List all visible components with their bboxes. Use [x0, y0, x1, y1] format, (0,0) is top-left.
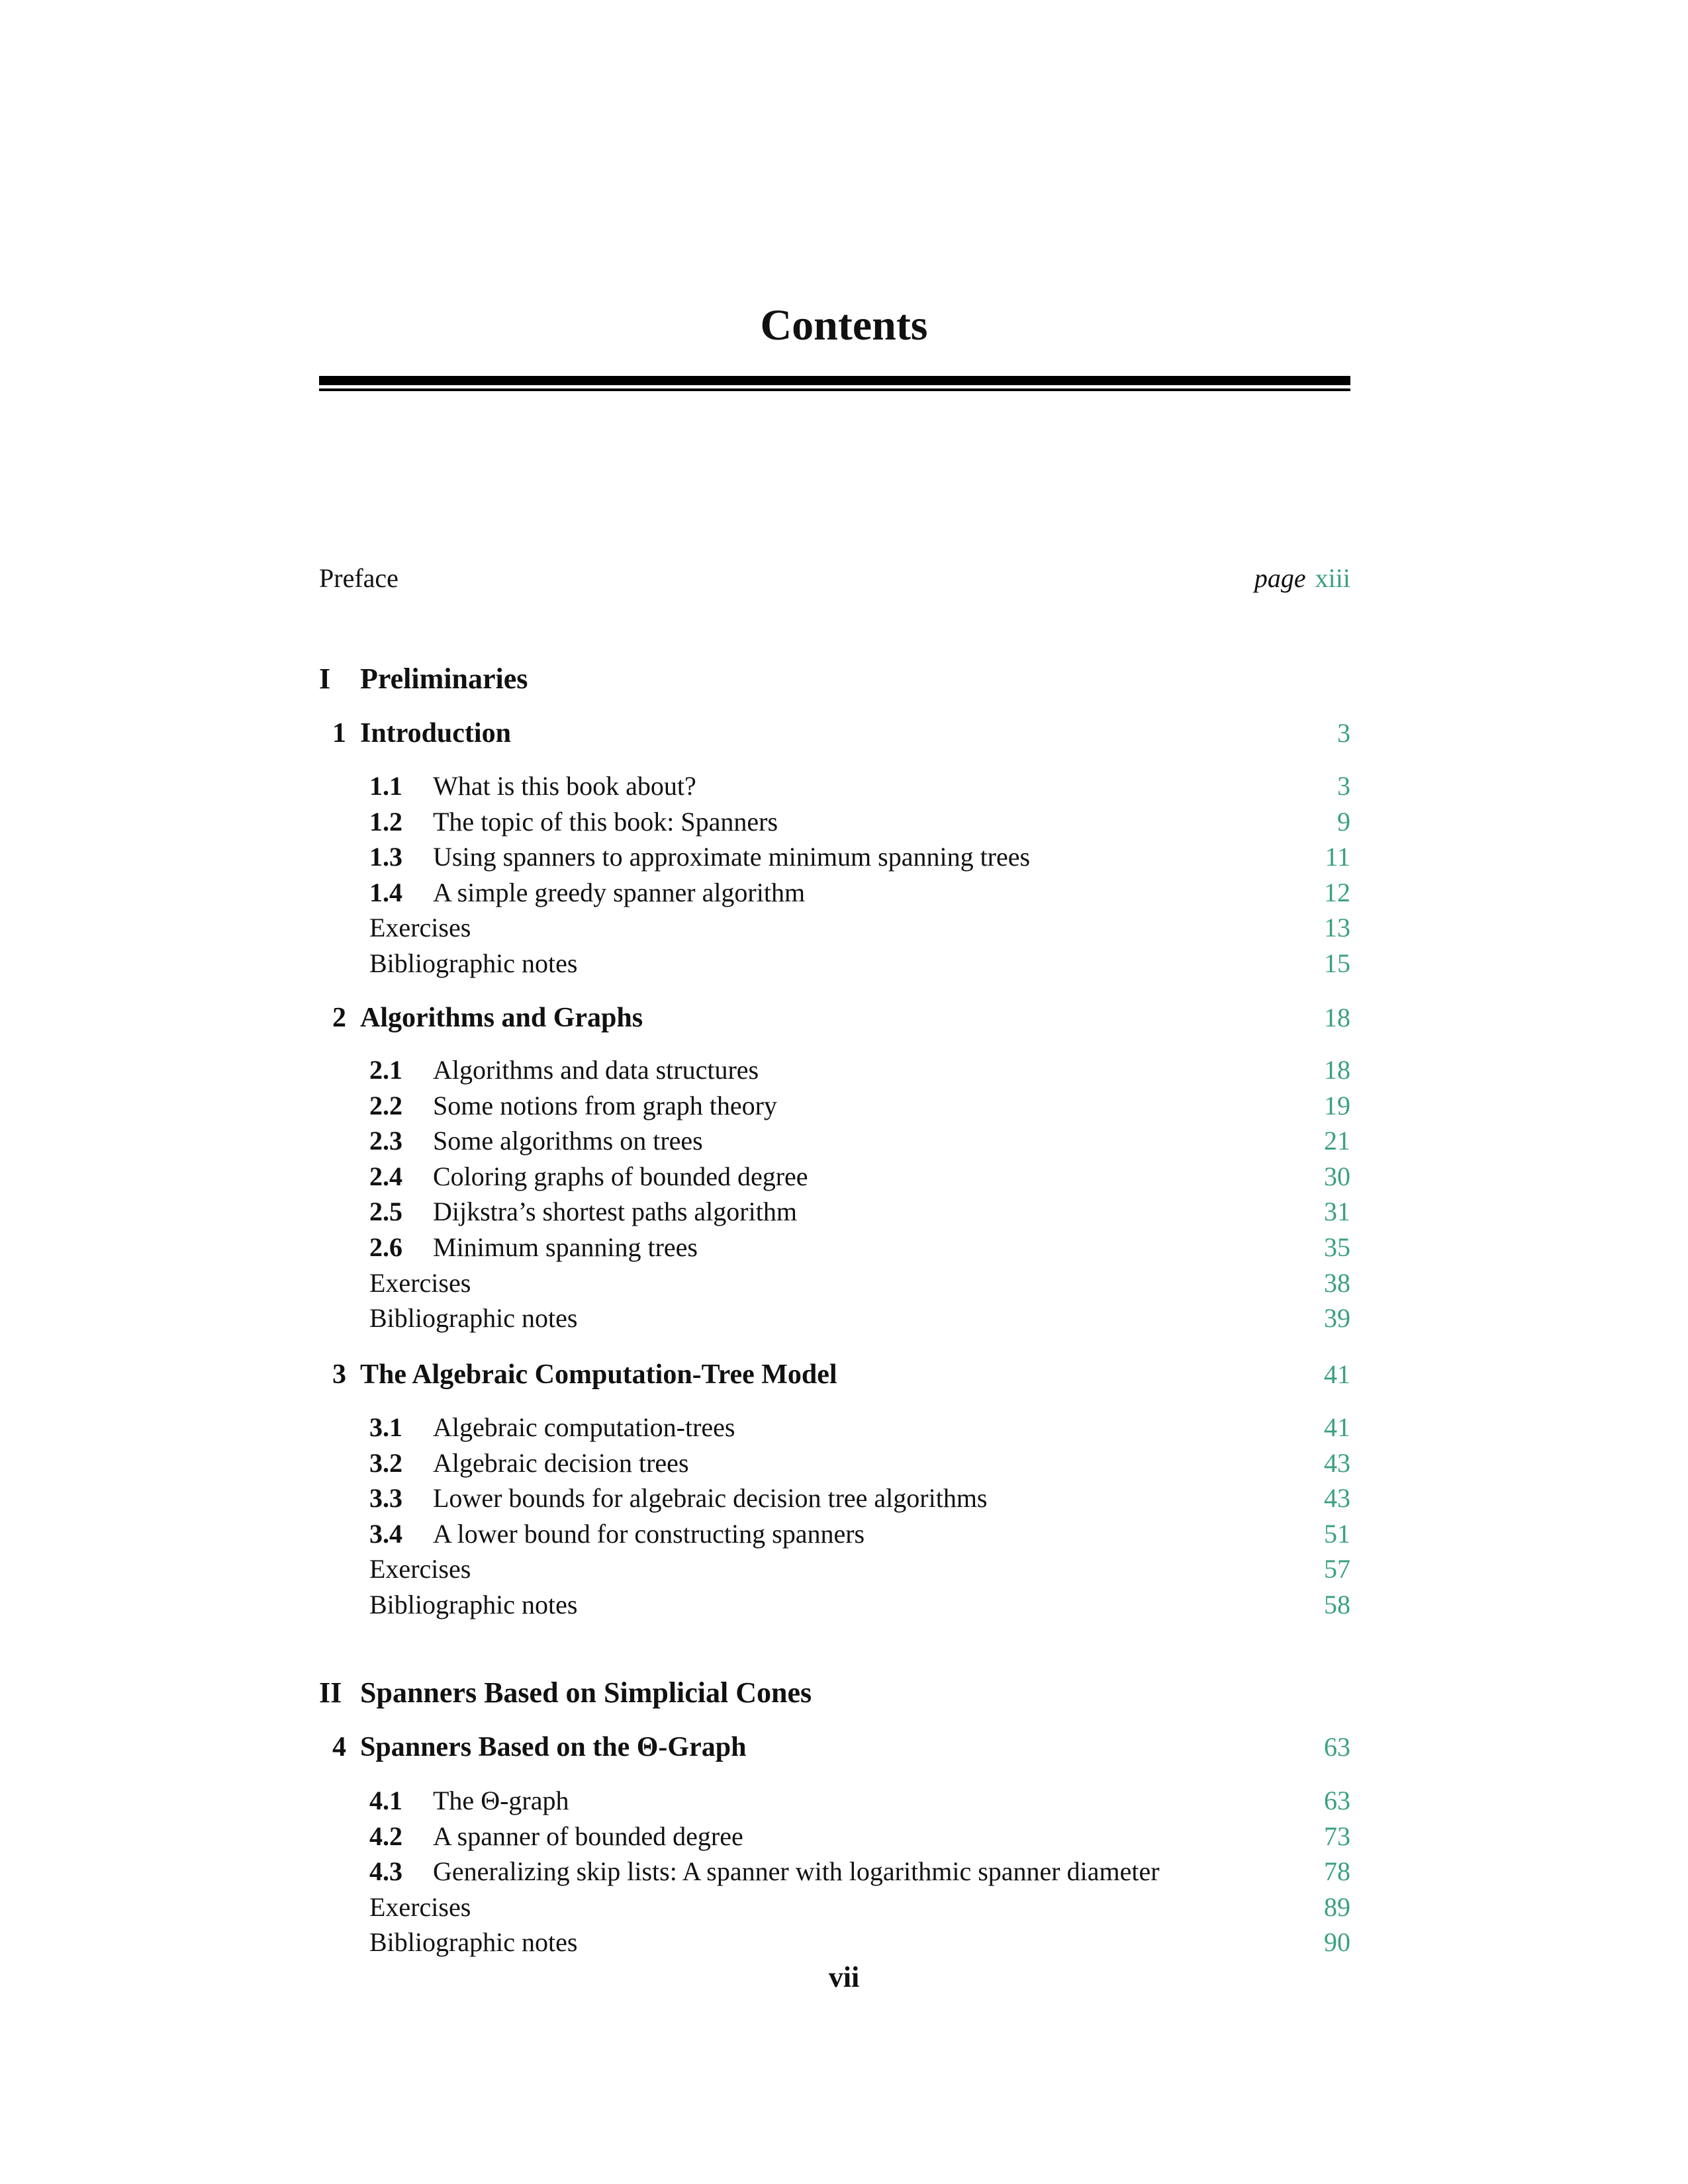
- bibliographic-notes-page-number: 39: [1324, 1303, 1350, 1333]
- toc-exercises-entry[interactable]: [319, 909, 1350, 946]
- section-title: Minimum spanning trees: [433, 1232, 698, 1262]
- page-title: Contents: [760, 301, 928, 349]
- chapter-page-number: 18: [1324, 1003, 1350, 1032]
- toc-bibliographic-notes-entry[interactable]: [319, 945, 1350, 982]
- section-number: 2.2: [369, 1091, 402, 1120]
- toc-chapter-entry[interactable]: [319, 1729, 1350, 1766]
- part-title: Spanners Based on Simplicial Cones: [360, 1676, 812, 1709]
- section-page-number: 78: [1324, 1856, 1350, 1886]
- section-number: 2.5: [369, 1197, 402, 1226]
- chapter-number: 3: [332, 1359, 346, 1390]
- exercises-page-number: 38: [1324, 1268, 1350, 1298]
- exercises-page-number: 13: [1324, 913, 1350, 942]
- toc-section-entry[interactable]: [319, 1445, 1350, 1482]
- page-folio: vii: [828, 1961, 860, 1993]
- section-title: What is this book about?: [433, 771, 696, 801]
- toc-chapter-entry[interactable]: [319, 1356, 1350, 1393]
- section-title: Some algorithms on trees: [433, 1126, 703, 1156]
- toc-section-entry[interactable]: [319, 1052, 1350, 1089]
- section-title: Generalizing skip lists: A spanner with logarithmic spanner diameter: [433, 1856, 1160, 1886]
- section-page-number: 41: [1324, 1412, 1350, 1442]
- preface-page-number: xiii: [1315, 563, 1350, 593]
- toc-exercises-entry[interactable]: [319, 1265, 1350, 1302]
- section-number: 3.2: [369, 1448, 402, 1478]
- section-title: A spanner of bounded degree: [433, 1821, 743, 1851]
- section-page-number: 18: [1324, 1055, 1350, 1085]
- section-page-number: 12: [1324, 878, 1350, 907]
- part-numeral: II: [319, 1676, 342, 1709]
- chapter-page-number: 3: [1337, 718, 1350, 748]
- chapter-title: Introduction: [360, 718, 511, 749]
- section-title: Lower bounds for algebraic decision tree algorithms: [433, 1483, 988, 1513]
- toc-bibliographic-notes-entry[interactable]: [319, 1586, 1350, 1623]
- section-title: Algebraic computation-trees: [433, 1412, 735, 1442]
- title-rule-thick: [319, 376, 1350, 385]
- toc-section-entry[interactable]: [319, 1480, 1350, 1517]
- exercises-label: Exercises: [369, 1268, 471, 1298]
- section-page-number: 21: [1324, 1126, 1350, 1156]
- section-number: 3.3: [369, 1483, 402, 1513]
- section-title: The Θ-graph: [433, 1786, 569, 1815]
- toc-section-entry[interactable]: [319, 1782, 1350, 1819]
- toc-section-entry[interactable]: [319, 1516, 1350, 1553]
- toc-part-heading[interactable]: [319, 660, 1350, 698]
- chapter-number: 4: [332, 1732, 346, 1762]
- section-title: A lower bound for constructing spanners: [433, 1519, 865, 1549]
- bibliographic-notes-label: Bibliographic notes: [369, 948, 578, 978]
- section-number: 1.2: [369, 807, 402, 837]
- section-number: 2.1: [369, 1055, 402, 1085]
- part-numeral: I: [319, 662, 331, 695]
- toc-section-entry[interactable]: [319, 1409, 1350, 1446]
- section-title: Dijkstra’s shortest paths algorithm: [433, 1197, 797, 1226]
- toc-section-entry[interactable]: [319, 1818, 1350, 1855]
- section-title: Algorithms and data structures: [433, 1055, 759, 1085]
- bibliographic-notes-page-number: 90: [1324, 1927, 1350, 1957]
- toc-section-entry[interactable]: [319, 1853, 1350, 1890]
- section-page-number: 3: [1337, 771, 1350, 801]
- toc-exercises-entry[interactable]: [319, 1889, 1350, 1926]
- section-title: Coloring graphs of bounded degree: [433, 1161, 808, 1191]
- section-number: 4.2: [369, 1821, 402, 1851]
- title-rule-thin: [319, 388, 1350, 391]
- preface-label: Preface: [319, 563, 399, 593]
- toc-section-entry[interactable]: [319, 839, 1350, 876]
- section-page-number: 51: [1324, 1519, 1350, 1549]
- toc-chapter-entry[interactable]: [319, 715, 1350, 752]
- section-page-number: 43: [1324, 1483, 1350, 1513]
- toc-section-entry[interactable]: [319, 768, 1350, 805]
- section-number: 3.1: [369, 1412, 402, 1442]
- bibliographic-notes-label: Bibliographic notes: [369, 1303, 578, 1333]
- section-number: 2.3: [369, 1126, 402, 1156]
- section-number: 1.1: [369, 771, 402, 801]
- section-page-number: 73: [1324, 1821, 1350, 1851]
- section-number: 1.3: [369, 842, 402, 872]
- section-number: 1.4: [369, 878, 402, 907]
- toc-bibliographic-notes-entry[interactable]: [319, 1924, 1350, 1961]
- chapter-title: Algorithms and Graphs: [360, 1003, 643, 1033]
- bibliographic-notes-page-number: 58: [1324, 1590, 1350, 1619]
- preface-page[interactable]: [1254, 560, 1350, 597]
- section-number: 2.6: [369, 1232, 402, 1262]
- exercises-page-number: 89: [1324, 1892, 1350, 1922]
- exercises-label: Exercises: [369, 1554, 471, 1584]
- toc-section-entry[interactable]: [319, 1122, 1350, 1160]
- section-page-number: 30: [1324, 1161, 1350, 1191]
- section-title: Algebraic decision trees: [433, 1448, 689, 1478]
- toc-entry-preface[interactable]: [319, 560, 1350, 597]
- chapter-title: Spanners Based on the Θ-Graph: [360, 1732, 747, 1762]
- toc-section-entry[interactable]: [319, 874, 1350, 911]
- toc-section-entry[interactable]: [319, 1229, 1350, 1266]
- exercises-label: Exercises: [369, 913, 471, 942]
- section-title: A simple greedy spanner algorithm: [433, 878, 806, 907]
- section-number: 4.3: [369, 1856, 402, 1886]
- bibliographic-notes-label: Bibliographic notes: [369, 1590, 578, 1619]
- section-number: 2.4: [369, 1161, 402, 1191]
- part-title: Preliminaries: [360, 662, 528, 695]
- chapter-page-number: 41: [1324, 1359, 1350, 1389]
- toc-part-heading[interactable]: [319, 1674, 1350, 1711]
- toc-section-entry[interactable]: [319, 803, 1350, 841]
- section-page-number: 35: [1324, 1232, 1350, 1262]
- bibliographic-notes-page-number: 15: [1324, 948, 1350, 978]
- toc-section-entry[interactable]: [319, 1193, 1350, 1230]
- chapter-number: 1: [332, 718, 346, 749]
- section-page-number: 63: [1324, 1786, 1350, 1815]
- section-title: The topic of this book: Spanners: [433, 807, 778, 837]
- chapter-title: The Algebraic Computation-Tree Model: [360, 1359, 837, 1390]
- section-number: 4.1: [369, 1786, 402, 1815]
- exercises-page-number: 57: [1324, 1554, 1350, 1584]
- chapter-number: 2: [332, 1003, 346, 1033]
- toc-chapter-entry[interactable]: [319, 999, 1350, 1036]
- section-title: Using spanners to approximate minimum spanning trees: [433, 842, 1031, 872]
- page-word: page: [1254, 563, 1306, 593]
- section-page-number: 19: [1324, 1091, 1350, 1120]
- section-page-number: 31: [1324, 1197, 1350, 1226]
- toc-section-entry[interactable]: [319, 1087, 1350, 1124]
- section-page-number: 9: [1337, 807, 1350, 837]
- exercises-label: Exercises: [369, 1892, 471, 1922]
- bibliographic-notes-label: Bibliographic notes: [369, 1927, 578, 1957]
- section-number: 3.4: [369, 1519, 402, 1549]
- toc-exercises-entry[interactable]: [319, 1551, 1350, 1588]
- toc-bibliographic-notes-entry[interactable]: [319, 1300, 1350, 1337]
- toc-section-entry[interactable]: [319, 1158, 1350, 1195]
- section-page-number: 43: [1324, 1448, 1350, 1478]
- section-title: Some notions from graph theory: [433, 1091, 777, 1120]
- section-page-number: 11: [1325, 842, 1350, 872]
- chapter-page-number: 63: [1324, 1732, 1350, 1762]
